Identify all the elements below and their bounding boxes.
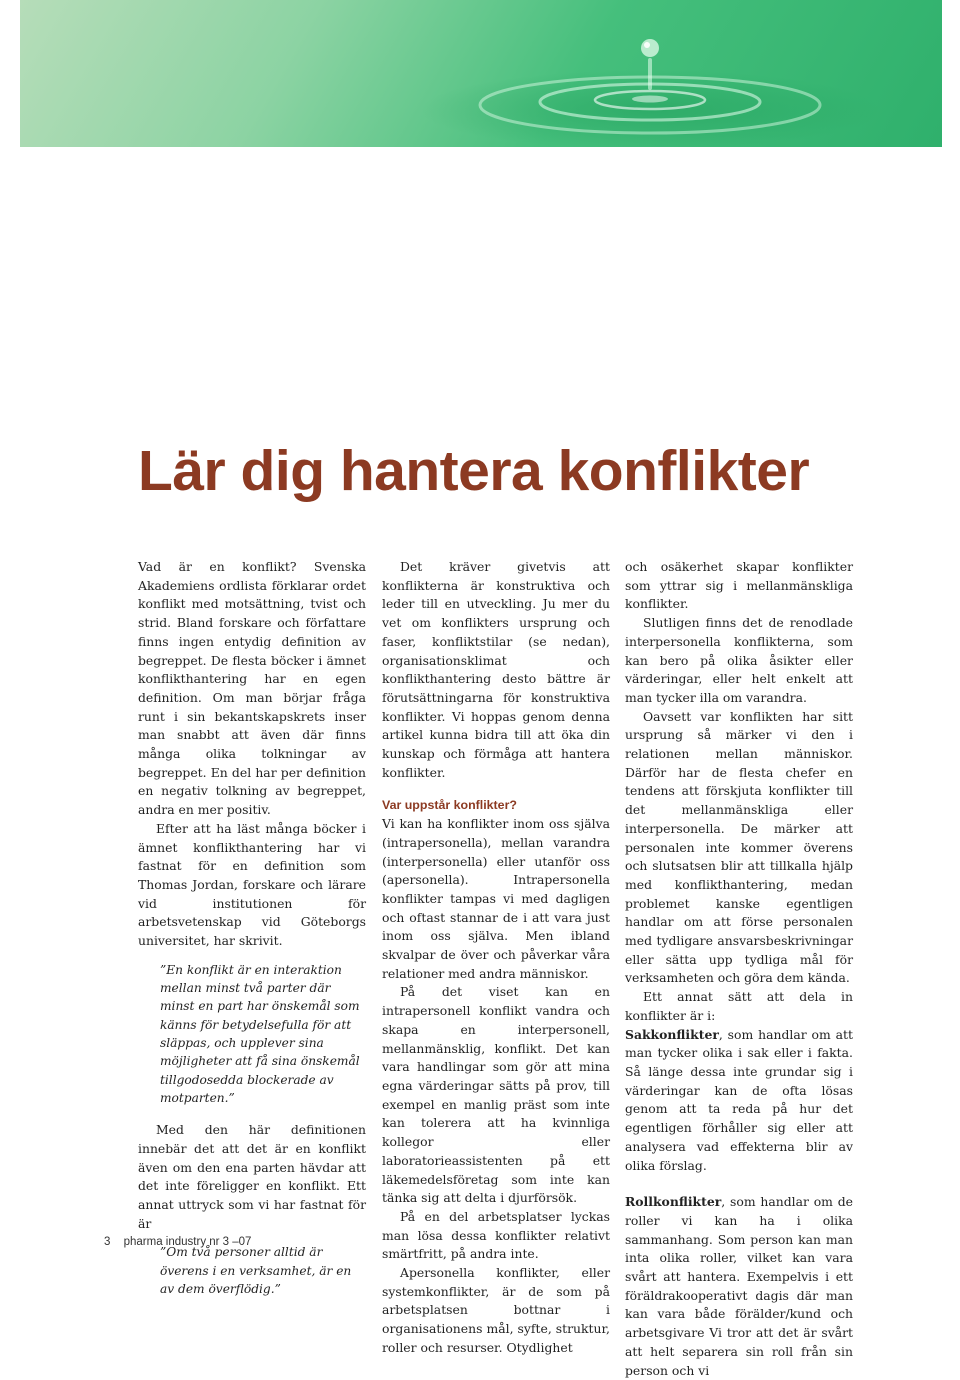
paragraph: Vad är en konflikt? Svenska Akademiens ordlista förklarar ordet konflikt med motsättning, tvist och strid. Bland forskare och författare finns ingen entydig definition av begreppet. De flesta böcker i ämnet konflikthantering har en egen definition. Om man börjar fråga runt i sin bekantskapskrets inser man snabbt att även där finns många olika tolkningar av begreppet. En del har per definition en negativ tolkning av begreppet, andra en mer positiv. [138,559,366,818]
paragraph: Vi kan ha konflikter inom oss själva (intrapersonella), mellan varandra (interpersonella) eller utanför oss (apersonella). Intrapersonella konflikter tampas vi med dagligen och oftast stannar de i att vara just inom oss själva. Men ibland skvalpar de över och påverkar våra relationer med andra människor. [382,816,610,981]
term-rollkonflikter: Rollkonflikter [625,1194,722,1210]
paragraph: På det viset kan en intrapersonell konflikt vandra och skapa en interpersonell, mellanmänsklig, konflikt. Det kan vara handlingar som gör att mina egna värderingar sätts på prov, till exempel en manlig präst som inte kan tolerera att ha kvinnliga kollegor eller laboratorieassistenten på ett läkemedelsföretag som inte kan tänka sig att delta i djurförsök. [382,984,610,1206]
term-description: , som handlar om att man tycker olika i sak eller i fakta. Så länge dessa inte grundar sig i värderingar kan de ofta lösas genom att ta reda på hur det egentligen förhåller sig eller att analysera vad effekterna blir av olika förslag. [625,1026,853,1173]
section-heading: Var uppstår konflikter? [382,798,517,813]
article-column-2 [382,558,610,1358]
paragraph: Efter att ha läst många böcker i ämnet konflikthantering har vi fastnat för en definition som Thomas Jordan, forskare och lärare vid institutionen för arbetsvetenskap vid Göteborgs universitet, har skrivit. [138,820,366,949]
paragraph [625,1026,853,1176]
term-description: , som handlar om de roller vi kan ha i olika sammanhang. Som person kan man inta olika roller, vilket kan vara svårt att hantera. Exempelvis i ett föräldrakooperativt dagis där man kan vara både förälder/kund och arbetsgivare Vi tror att det är svårt att helt separera sin roll från sin person och vi [625,1194,853,1378]
pull-quote: ”Om två personer alltid är överens i en verksamhet, är en av dem överflödig.” [160,1245,352,1296]
page-number: 3 [104,1236,111,1248]
publication-name: pharma industry nr 3 –07 [123,1236,252,1248]
article-title: Lär dig hantera konflikter [138,439,810,503]
paragraph: och osäkerhet skapar konflikter som yttrar sig i mellanmänskliga konflikter. [625,559,853,612]
page-footer [104,1236,251,1248]
paragraph: Det kräver givetvis att konflikterna är konstruktiva och leder till en utveckling. Ju mer du vet om konflikters ursprung och faser, konfliktstilar (se nedan), organisationsklimat och konflikthantering desto bättre är förutsättningarna för konstruktiva konflikter. Vi hoppas genom denna artikel kunna bidra till att öka din kunskap och förmåga att hantera konflikter. [382,559,610,780]
hero-image-water-drop [20,0,942,147]
paragraph: På en del arbetsplatser lyckas man lösa dessa konflikter relativt smärtfritt, på andra inte. [382,1208,610,1262]
paragraph: Oavsett var konflikten har sitt ursprung så märker vi den i relationen mellan människor. Därför har de flesta chefer en tendens att förskjuta konflikter till det mellanmänskliga eller interpersonella. De märker att personalen inte kommer överens och slutsatsen blir att tillkalla hjälp med konflikthantering, medan problemet kanske egentligen handlar om att förse personalen med tydligare ansvarsbeskrivningar eller sätta upp tydliga mål för verksamheten och göra dem kända. [625,708,853,986]
term-sakkonflikter: Sakkonflikter [625,1026,719,1042]
paragraph-spacer [625,1175,853,1193]
paragraph: Apersonella konflikter, eller systemkonflikter, är de som på arbetsplatsen bottnar i organisationens mål, syfte, struktur, roller och resurser. Otydlighet [382,1265,610,1355]
article-column-3 [625,558,853,1380]
definition-quote: ”En konflikt är en interaktion mellan minst två parter där minst en part har önskemål som känns för betydelsefulla för att släppas, och upplever sina möjligheter att få sina önskemål tillgodosedda blockerade av motparten.” [160,962,360,1105]
paragraph: Slutligen finns det de renodlade interpersonella konflikterna, som kan bero på olika åsikter eller värderingar, eller helt enkelt att man tycker illa om varandra. [625,615,853,705]
paragraph: Ett annat sätt att dela in konflikter är i: [625,989,853,1023]
paragraph [625,1193,853,1380]
article-column-1 [138,558,366,1312]
paragraph: Med den här definitionen innebär det att det är en konflikt även om den ena parten hävdar att det inte föreligger en konflikt. Ett annat uttryck som vi har fastnat för är [138,1122,366,1231]
